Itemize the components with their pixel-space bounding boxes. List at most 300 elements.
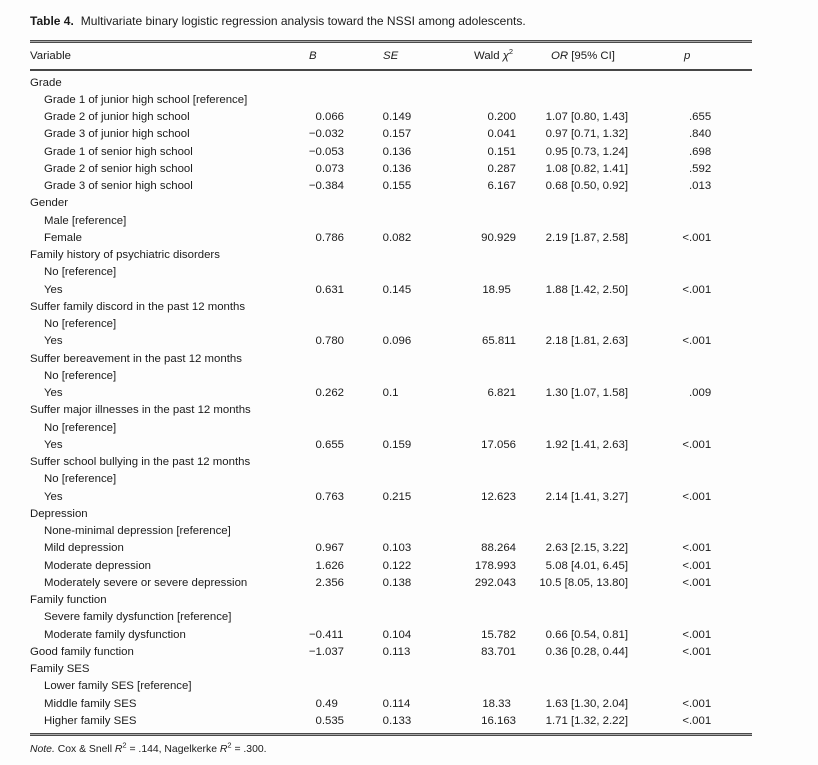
cell-p bbox=[662, 128, 752, 140]
table-row bbox=[30, 333, 752, 350]
number-integer-part bbox=[662, 180, 689, 192]
table-row bbox=[30, 316, 752, 333]
cell-or bbox=[516, 542, 662, 554]
cell-or bbox=[516, 232, 662, 244]
table-row bbox=[30, 419, 752, 436]
cell-p bbox=[662, 180, 752, 192]
cell-se bbox=[344, 715, 414, 727]
cell-variable: Mild depression bbox=[44, 542, 124, 555]
cell-p bbox=[662, 629, 752, 641]
table-caption-text: Multivariate binary logistic regression analysis toward the NSSI among adolescents. bbox=[80, 14, 526, 28]
cell-se bbox=[344, 146, 414, 158]
number-integer-part: 12 bbox=[481, 490, 494, 503]
table-row bbox=[30, 264, 752, 281]
number-integer-part: < bbox=[682, 559, 689, 572]
number-integer-part: 0 bbox=[315, 697, 322, 710]
number-fraction-part: .49 bbox=[322, 697, 338, 710]
table-row bbox=[30, 350, 752, 367]
number-fraction-part: .136 bbox=[389, 162, 412, 175]
number-integer-part: 18 bbox=[482, 697, 495, 710]
number-fraction-part: .698 bbox=[689, 145, 712, 158]
number-integer-part: 0 bbox=[315, 111, 322, 124]
cell-p bbox=[662, 698, 752, 710]
cell-variable: No [reference] bbox=[44, 473, 117, 486]
number-fraction-part: .001 bbox=[689, 697, 712, 710]
cell-wald bbox=[414, 577, 516, 589]
cell-variable: Grade bbox=[30, 76, 62, 89]
number-integer-part: 1 bbox=[545, 697, 552, 710]
cell-wald bbox=[414, 146, 516, 158]
number-fraction-part: .1 bbox=[389, 387, 399, 400]
number-fraction-part: .287 bbox=[493, 162, 516, 175]
cell-variable: Moderately severe or severe depression bbox=[44, 576, 248, 589]
cell-variable: Severe family dysfunction [reference] bbox=[44, 611, 232, 624]
number-fraction-part: .113 bbox=[389, 645, 411, 658]
cell-se bbox=[344, 284, 414, 296]
cell-wald bbox=[414, 715, 516, 727]
number-fraction-part: .001 bbox=[689, 559, 712, 572]
number-fraction-part: .043 bbox=[493, 576, 516, 589]
cell-wald bbox=[414, 542, 516, 554]
number-integer-part: 1 bbox=[545, 714, 552, 727]
cell-p bbox=[662, 542, 752, 554]
number-integer-part: 1 bbox=[545, 387, 552, 400]
number-fraction-part: .056 bbox=[493, 438, 516, 451]
cell-variable: No [reference] bbox=[44, 369, 117, 382]
cell-se bbox=[344, 439, 414, 451]
number-fraction-part: .967 bbox=[321, 542, 344, 555]
number-integer-part bbox=[662, 111, 689, 123]
cell-p bbox=[662, 577, 752, 589]
table-row bbox=[30, 557, 752, 574]
table-row bbox=[30, 540, 752, 557]
table-row bbox=[30, 471, 752, 488]
table-caption-number: Table 4. bbox=[30, 14, 74, 28]
cell-b bbox=[292, 491, 344, 503]
cell-b bbox=[292, 111, 344, 123]
number-integer-part: 83 bbox=[481, 645, 494, 658]
cell-se bbox=[344, 577, 414, 589]
number-fraction-part: .122 bbox=[389, 559, 412, 572]
column-header-wald bbox=[414, 47, 516, 62]
cell-or bbox=[516, 146, 662, 158]
cell-or bbox=[516, 335, 662, 347]
number-integer-part: 2 bbox=[545, 490, 552, 503]
cell-se bbox=[344, 646, 414, 658]
number-integer-part: 0 bbox=[545, 145, 552, 158]
number-integer-part: 0 bbox=[382, 283, 389, 296]
number-fraction-part: .07 [0.80, 1.43] bbox=[552, 111, 628, 124]
number-integer-part: 6 bbox=[487, 387, 494, 400]
table-row bbox=[30, 178, 752, 195]
cell-wald bbox=[414, 335, 516, 347]
cell-wald bbox=[414, 491, 516, 503]
number-integer-part: 0 bbox=[315, 387, 322, 400]
number-fraction-part: .066 bbox=[321, 111, 344, 124]
number-integer-part: 0 bbox=[487, 162, 494, 175]
number-integer-part: 1 bbox=[545, 162, 552, 175]
number-integer-part: 0 bbox=[315, 438, 322, 451]
cell-b bbox=[292, 715, 344, 727]
number-fraction-part: .200 bbox=[493, 111, 516, 124]
number-fraction-part: .411 bbox=[322, 628, 344, 641]
number-fraction-part: .63 [1.30, 2.04] bbox=[552, 697, 628, 710]
number-integer-part: 0 bbox=[382, 645, 389, 658]
cell-se bbox=[344, 128, 414, 140]
number-integer-part: 2 bbox=[545, 335, 552, 348]
cell-variable: Grade 1 of senior high school bbox=[44, 145, 193, 158]
number-integer-part: 90 bbox=[481, 231, 494, 244]
number-fraction-part: .001 bbox=[689, 645, 712, 658]
number-fraction-part: .88 [1.42, 2.50] bbox=[552, 283, 628, 296]
cell-or bbox=[516, 163, 662, 175]
cell-variable: No [reference] bbox=[44, 266, 117, 279]
cell-or bbox=[516, 284, 662, 296]
cell-or bbox=[516, 111, 662, 123]
r-squared-superscript: 2 bbox=[122, 740, 127, 750]
number-fraction-part: .001 bbox=[689, 231, 712, 244]
cell-variable: Family SES bbox=[30, 663, 90, 676]
number-integer-part: 0 bbox=[545, 180, 552, 193]
cell-se bbox=[344, 163, 414, 175]
number-integer-part: 1 bbox=[545, 111, 552, 124]
number-integer-part: −0 bbox=[308, 128, 322, 141]
cell-se bbox=[344, 560, 414, 572]
cell-wald bbox=[414, 560, 516, 572]
cell-variable: Grade 2 of senior high school bbox=[44, 162, 193, 175]
number-fraction-part: .163 bbox=[493, 714, 516, 727]
number-fraction-part: .037 bbox=[321, 645, 344, 658]
number-fraction-part: .993 bbox=[493, 559, 516, 572]
number-fraction-part: .032 bbox=[321, 128, 344, 141]
table-row bbox=[30, 247, 752, 264]
number-fraction-part: .384 bbox=[321, 180, 344, 193]
number-integer-part: 0 bbox=[315, 231, 322, 244]
number-fraction-part: .811 bbox=[494, 335, 516, 348]
cell-variable: Family function bbox=[30, 594, 107, 607]
number-fraction-part: .782 bbox=[493, 628, 516, 641]
table-row bbox=[30, 523, 752, 540]
number-fraction-part: .66 [0.54, 0.81] bbox=[552, 628, 628, 641]
cell-variable: Grade 1 of junior high school [reference] bbox=[44, 93, 248, 106]
cell-or bbox=[516, 577, 662, 589]
cell-p bbox=[662, 387, 752, 399]
number-integer-part: 0 bbox=[382, 576, 389, 589]
table-caption bbox=[30, 12, 752, 30]
number-fraction-part: .041 bbox=[493, 128, 516, 141]
chi-symbol: χ bbox=[502, 50, 509, 62]
cell-or bbox=[516, 387, 662, 399]
table-row bbox=[30, 454, 752, 471]
number-integer-part: 0 bbox=[382, 162, 389, 175]
number-integer-part: 0 bbox=[382, 714, 389, 727]
number-fraction-part: .95 [0.73, 1.24] bbox=[552, 145, 628, 158]
number-fraction-part: .535 bbox=[321, 714, 344, 727]
table-row bbox=[30, 592, 752, 609]
number-integer-part: 0 bbox=[487, 145, 494, 158]
number-fraction-part: .082 bbox=[389, 231, 412, 244]
cell-wald bbox=[414, 629, 516, 641]
column-header-or-label: OR bbox=[551, 50, 569, 62]
number-fraction-part: .71 [1.32, 2.22] bbox=[552, 714, 628, 727]
column-header-se-label: SE bbox=[383, 50, 399, 62]
cell-wald bbox=[414, 698, 516, 710]
number-integer-part: < bbox=[682, 697, 689, 710]
r-squared-symbol: R bbox=[114, 743, 123, 755]
number-fraction-part: .103 bbox=[389, 542, 412, 555]
cell-p bbox=[662, 146, 752, 158]
column-header-se bbox=[344, 50, 414, 62]
cell-or bbox=[516, 439, 662, 451]
cell-p bbox=[662, 163, 752, 175]
cell-variable: Moderate depression bbox=[44, 559, 152, 572]
number-integer-part: 0 bbox=[382, 697, 389, 710]
cell-variable: Yes bbox=[44, 490, 63, 503]
cell-variable: Gender bbox=[30, 197, 68, 210]
table-body bbox=[30, 71, 752, 733]
cell-or bbox=[516, 715, 662, 727]
cell-wald bbox=[414, 180, 516, 192]
number-fraction-part: .145 bbox=[389, 283, 412, 296]
table-row bbox=[30, 385, 752, 402]
number-fraction-part: .053 bbox=[321, 145, 344, 158]
number-fraction-part: .701 bbox=[493, 645, 516, 658]
cell-variable: Yes bbox=[44, 335, 63, 348]
note-text: = .144, Nagelkerke bbox=[126, 743, 220, 755]
cell-p bbox=[662, 560, 752, 572]
table-row bbox=[30, 609, 752, 626]
table-row bbox=[30, 402, 752, 419]
cell-variable: Family history of psychiatric disorders bbox=[30, 249, 220, 262]
number-integer-part: 0 bbox=[487, 111, 494, 124]
number-integer-part: 0 bbox=[382, 438, 389, 451]
number-integer-part: 0 bbox=[382, 542, 389, 555]
number-integer-part: 0 bbox=[315, 542, 322, 555]
number-fraction-part: .36 [0.28, 0.44] bbox=[552, 645, 628, 658]
number-integer-part: 0 bbox=[382, 559, 389, 572]
number-integer-part: 0 bbox=[382, 145, 389, 158]
r-squared-symbol: R bbox=[219, 743, 228, 755]
cell-variable: Grade 2 of junior high school bbox=[44, 111, 190, 124]
number-integer-part: 0 bbox=[382, 128, 389, 141]
number-fraction-part: .262 bbox=[321, 387, 344, 400]
number-integer-part: 16 bbox=[481, 714, 494, 727]
number-fraction-part: .001 bbox=[689, 576, 712, 589]
number-fraction-part: .631 bbox=[321, 283, 344, 296]
cell-b bbox=[292, 387, 344, 399]
column-header-or bbox=[516, 50, 662, 62]
number-fraction-part: .001 bbox=[689, 490, 712, 503]
table-note bbox=[30, 740, 752, 755]
cell-variable: Male [reference] bbox=[44, 214, 127, 227]
number-integer-part bbox=[662, 387, 689, 399]
number-fraction-part: .08 [0.82, 1.41] bbox=[552, 162, 628, 175]
number-integer-part: −0 bbox=[308, 180, 322, 193]
number-fraction-part: .001 bbox=[689, 283, 712, 296]
number-fraction-part: .138 bbox=[389, 576, 412, 589]
number-fraction-part: .95 bbox=[495, 283, 511, 296]
cell-wald bbox=[414, 232, 516, 244]
number-fraction-part: .68 [0.50, 0.92] bbox=[552, 180, 628, 193]
number-integer-part: −0 bbox=[308, 145, 322, 158]
number-fraction-part: .104 bbox=[389, 628, 412, 641]
cell-b bbox=[292, 163, 344, 175]
table-row bbox=[30, 574, 752, 591]
number-fraction-part: .929 bbox=[493, 231, 516, 244]
table-header-row bbox=[30, 43, 752, 69]
cell-variable: Yes bbox=[44, 283, 63, 296]
cell-b bbox=[292, 646, 344, 658]
number-fraction-part: .33 bbox=[495, 697, 511, 710]
column-header-wald-word: Wald bbox=[474, 50, 503, 62]
number-integer-part: 0 bbox=[315, 335, 322, 348]
cell-variable: Higher family SES bbox=[44, 714, 137, 727]
number-integer-part: 15 bbox=[481, 628, 494, 641]
number-fraction-part: .786 bbox=[321, 231, 344, 244]
number-fraction-part: .780 bbox=[321, 335, 344, 348]
number-fraction-part: .133 bbox=[389, 714, 412, 727]
cell-b bbox=[292, 128, 344, 140]
number-integer-part: 2 bbox=[315, 576, 322, 589]
cell-b bbox=[292, 542, 344, 554]
table-block bbox=[30, 12, 752, 755]
number-integer-part bbox=[662, 163, 689, 175]
table-row bbox=[30, 91, 752, 108]
cell-variable: Moderate family dysfunction bbox=[44, 628, 186, 641]
cell-p bbox=[662, 439, 752, 451]
number-fraction-part: .149 bbox=[389, 111, 412, 124]
number-integer-part: 292 bbox=[474, 576, 494, 589]
table-row bbox=[30, 109, 752, 126]
table-row bbox=[30, 643, 752, 660]
number-integer-part: 1 bbox=[545, 438, 552, 451]
number-integer-part bbox=[662, 146, 689, 158]
cell-variable: Grade 3 of senior high school bbox=[44, 180, 193, 193]
number-fraction-part: .159 bbox=[389, 438, 412, 451]
number-integer-part: 0 bbox=[382, 490, 389, 503]
note-text: = .300. bbox=[231, 743, 267, 755]
number-integer-part: 0 bbox=[382, 387, 389, 400]
number-integer-part: < bbox=[682, 645, 689, 658]
number-fraction-part: .19 [1.87, 2.58] bbox=[552, 231, 628, 244]
cell-p bbox=[662, 646, 752, 658]
number-integer-part bbox=[662, 128, 689, 140]
number-fraction-part: .157 bbox=[389, 128, 412, 141]
number-fraction-part: .356 bbox=[321, 576, 344, 589]
number-fraction-part: .001 bbox=[689, 628, 712, 641]
table-row bbox=[30, 126, 752, 143]
table-row bbox=[30, 281, 752, 298]
cell-variable: Good family function bbox=[30, 645, 134, 658]
number-integer-part: < bbox=[682, 628, 689, 641]
cell-variable: Female bbox=[44, 231, 82, 244]
cell-or bbox=[516, 629, 662, 641]
number-integer-part: 17 bbox=[481, 438, 494, 451]
number-fraction-part: .096 bbox=[389, 335, 412, 348]
table-row bbox=[30, 505, 752, 522]
chi-superscript: 2 bbox=[508, 47, 514, 57]
number-integer-part: 178 bbox=[474, 559, 494, 572]
cell-variable: Yes bbox=[44, 387, 63, 400]
number-integer-part: 0 bbox=[315, 714, 322, 727]
cell-variable: No [reference] bbox=[44, 318, 117, 331]
number-integer-part: 0 bbox=[315, 162, 322, 175]
table-row bbox=[30, 143, 752, 160]
cell-b bbox=[292, 577, 344, 589]
cell-p bbox=[662, 284, 752, 296]
number-fraction-part: .821 bbox=[493, 387, 516, 400]
cell-or bbox=[516, 180, 662, 192]
table-bottom-rule bbox=[30, 733, 752, 736]
number-integer-part: < bbox=[682, 576, 689, 589]
column-header-p-label: p bbox=[684, 50, 691, 62]
cell-se bbox=[344, 542, 414, 554]
number-fraction-part: .08 [4.01, 6.45] bbox=[552, 559, 628, 572]
cell-wald bbox=[414, 163, 516, 175]
table-row bbox=[30, 195, 752, 212]
number-fraction-part: .92 [1.41, 2.63] bbox=[552, 438, 628, 451]
number-integer-part: 0 bbox=[545, 645, 552, 658]
number-integer-part: < bbox=[682, 542, 689, 555]
cell-se bbox=[344, 111, 414, 123]
cell-b bbox=[292, 284, 344, 296]
number-integer-part: 6 bbox=[487, 180, 494, 193]
number-fraction-part: .001 bbox=[689, 335, 712, 348]
cell-b bbox=[292, 698, 344, 710]
cell-variable: Suffer bereavement in the past 12 months bbox=[30, 352, 242, 365]
cell-se bbox=[344, 629, 414, 641]
table-row bbox=[30, 695, 752, 712]
cell-b bbox=[292, 232, 344, 244]
cell-wald bbox=[414, 111, 516, 123]
number-integer-part: 0 bbox=[545, 628, 552, 641]
number-integer-part: < bbox=[682, 283, 689, 296]
cell-b bbox=[292, 180, 344, 192]
cell-or bbox=[516, 560, 662, 572]
cell-p bbox=[662, 491, 752, 503]
number-fraction-part: .167 bbox=[493, 180, 516, 193]
cell-se bbox=[344, 180, 414, 192]
number-fraction-part: .655 bbox=[321, 438, 344, 451]
number-fraction-part: .763 bbox=[321, 490, 344, 503]
number-fraction-part: .151 bbox=[493, 145, 516, 158]
number-integer-part: −1 bbox=[308, 645, 322, 658]
cell-wald bbox=[414, 439, 516, 451]
cell-p bbox=[662, 232, 752, 244]
cell-or bbox=[516, 491, 662, 503]
number-integer-part: < bbox=[682, 335, 689, 348]
note-text: Cox & Snell bbox=[54, 743, 115, 755]
number-fraction-part: .114 bbox=[389, 697, 411, 710]
number-fraction-part: .626 bbox=[321, 559, 344, 572]
cell-variable: None-minimal depression [reference] bbox=[44, 525, 231, 538]
number-fraction-part: .623 bbox=[493, 490, 516, 503]
number-integer-part: 10 bbox=[539, 576, 552, 589]
number-integer-part: < bbox=[682, 714, 689, 727]
number-fraction-part: .215 bbox=[389, 490, 412, 503]
cell-p bbox=[662, 111, 752, 123]
cell-wald bbox=[414, 128, 516, 140]
cell-variable: No [reference] bbox=[44, 421, 117, 434]
number-fraction-part: .18 [1.81, 2.63] bbox=[552, 335, 628, 348]
table-row bbox=[30, 436, 752, 453]
table-row bbox=[30, 488, 752, 505]
number-integer-part: 2 bbox=[545, 542, 552, 555]
number-fraction-part: .001 bbox=[689, 438, 712, 451]
cell-variable: Suffer school bullying in the past 12 months bbox=[30, 456, 251, 469]
number-fraction-part: .655 bbox=[689, 111, 712, 124]
number-fraction-part: .073 bbox=[321, 162, 344, 175]
